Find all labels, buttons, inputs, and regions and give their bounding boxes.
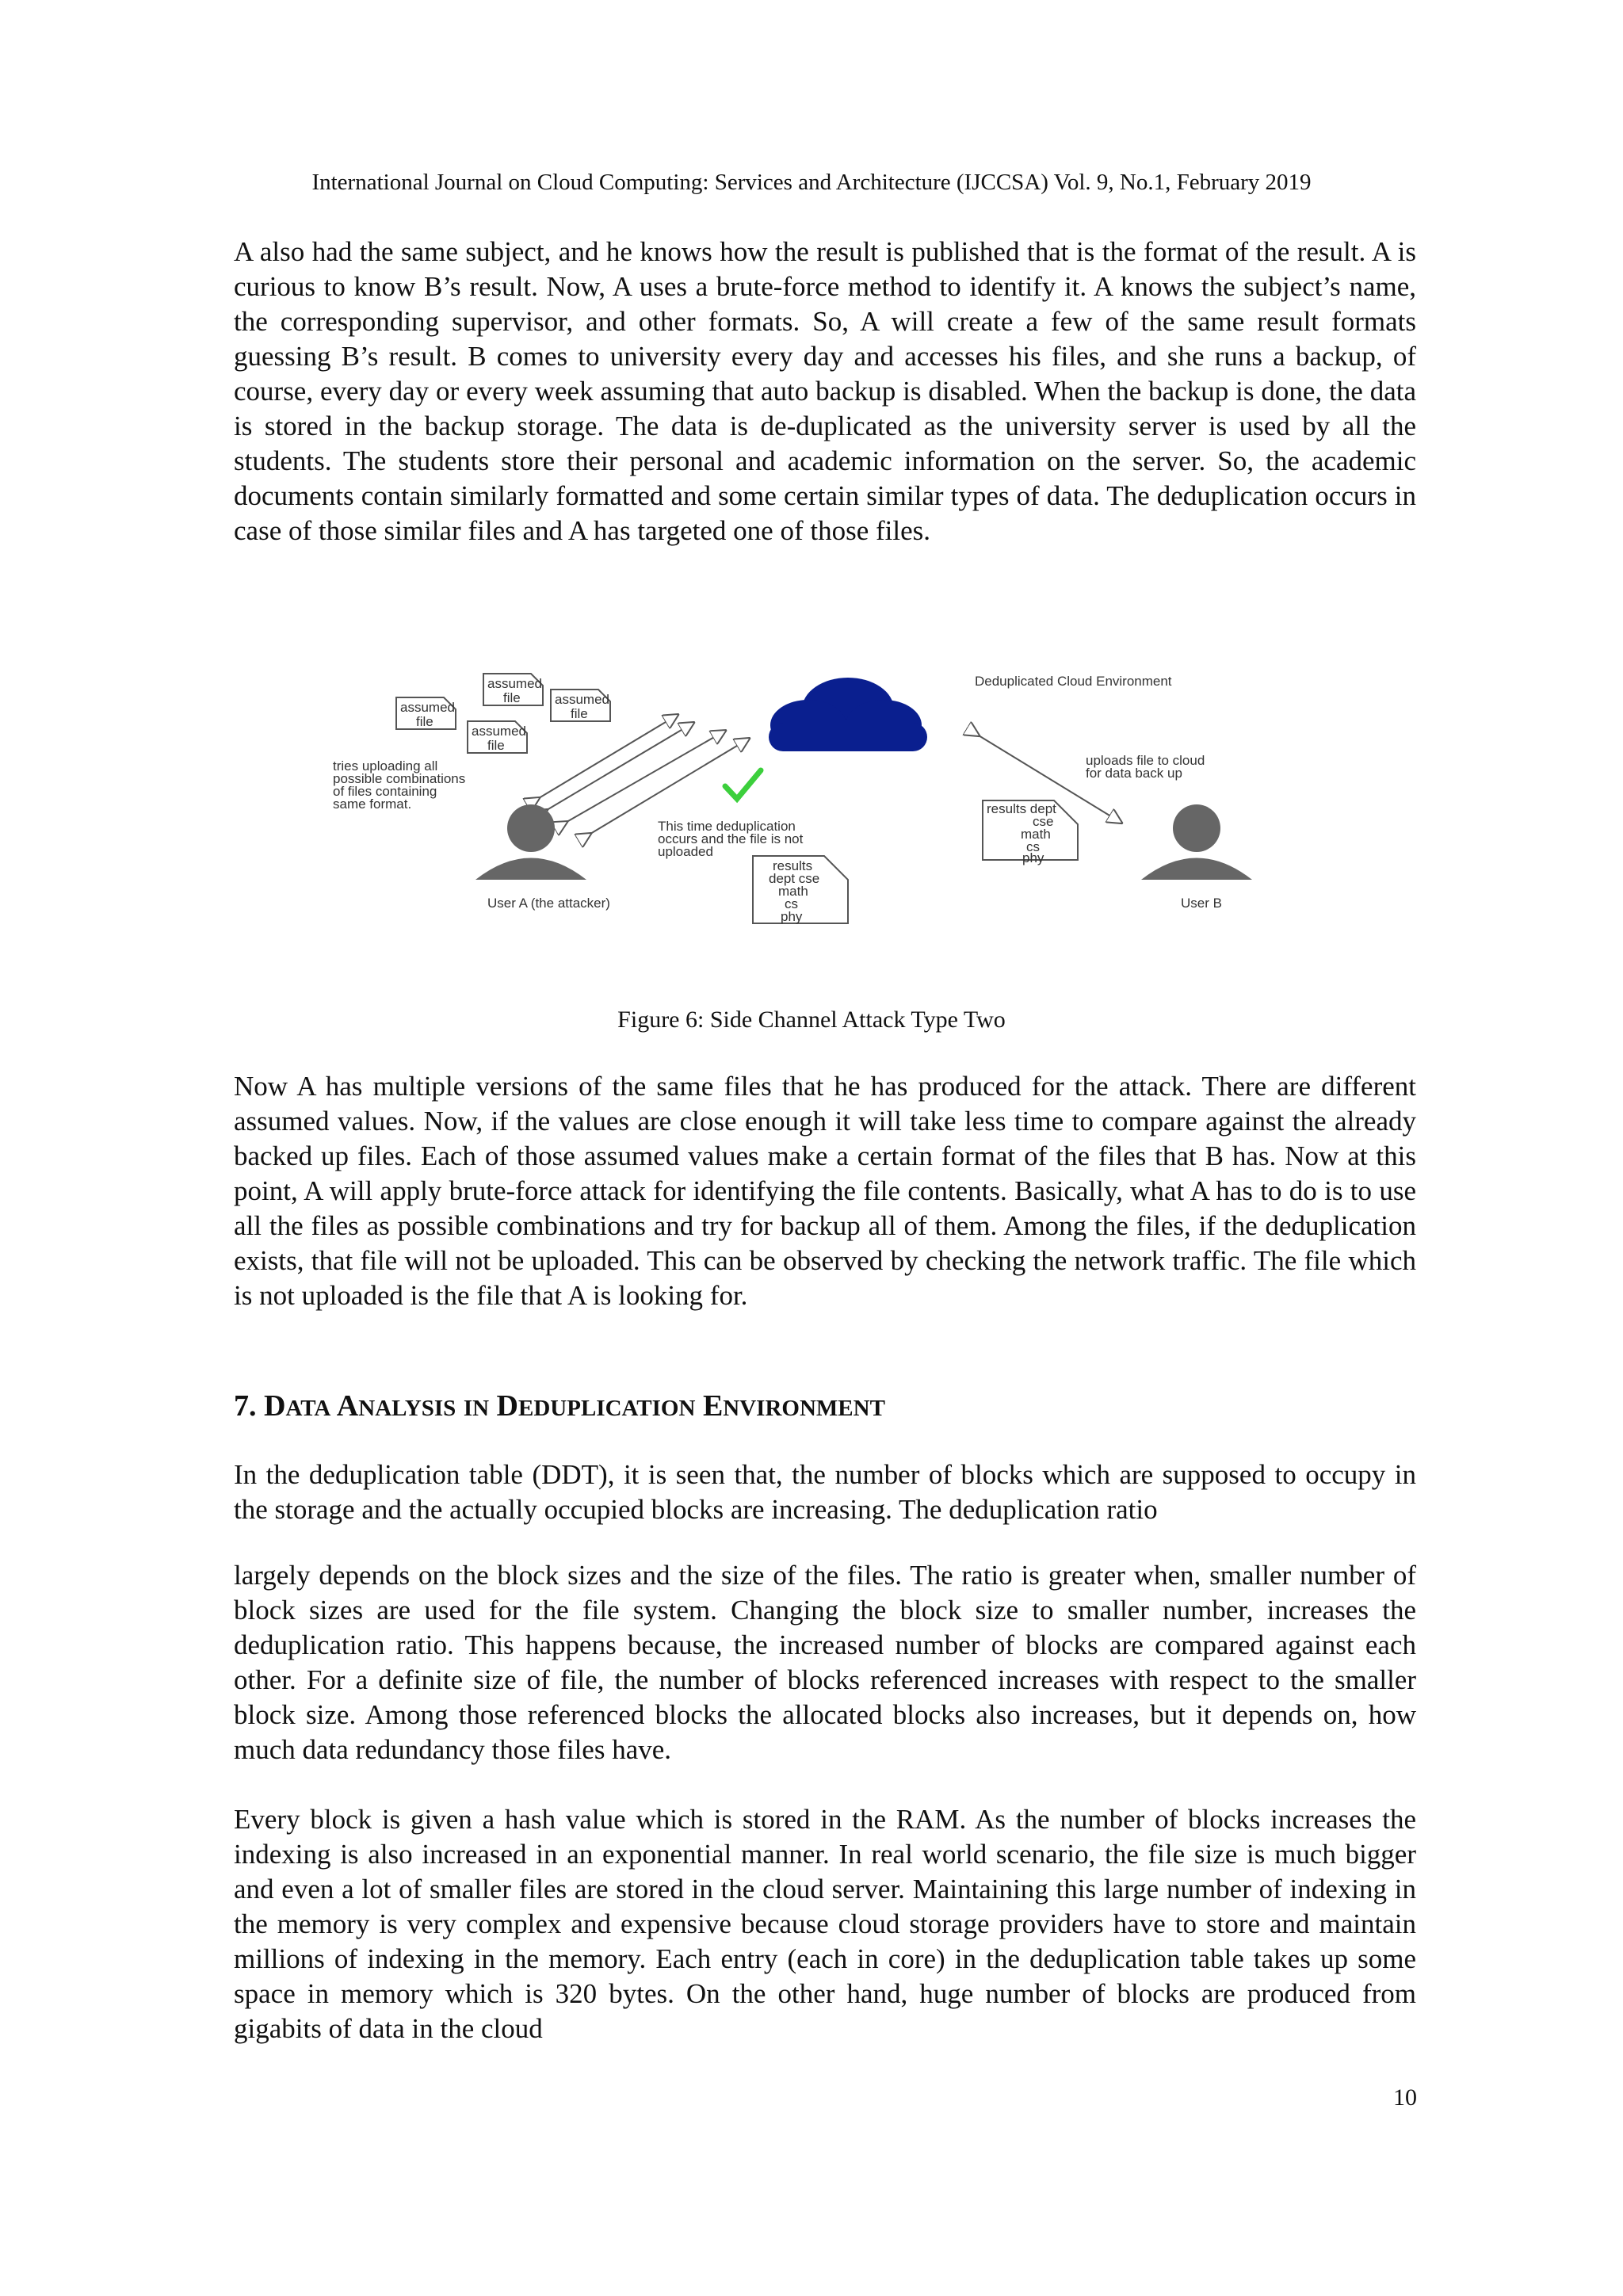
svg-text:phy: phy: [781, 909, 803, 924]
side-channel-attack-diagram: [325, 650, 1284, 935]
svg-text:same format.: same format.: [333, 797, 412, 812]
dedup-note: [658, 819, 804, 859]
svg-text:results dept: results dept: [987, 801, 1056, 816]
svg-text:cse: cse: [1033, 814, 1054, 829]
user-b-label: User B: [1181, 896, 1222, 911]
paragraph-3: In the deduplication table (DDT), it is seen that, the number of blocks which are supposed to occupy in the storage and the actually occupied blocks are increasing. The deduplication ratio: [234, 1459, 1416, 1525]
svg-text:assumed: assumed: [555, 692, 609, 707]
assumed-file-icon: [468, 721, 527, 753]
svg-text:file: file: [487, 738, 505, 753]
cloud-label: Deduplicated Cloud Environment: [975, 674, 1172, 689]
upload-note: [1086, 753, 1205, 781]
svg-text:uploads file to cloud: uploads file to cloud: [1086, 753, 1205, 768]
svg-text:assumed: assumed: [487, 676, 542, 691]
svg-text:results: results: [773, 858, 813, 873]
assumed-file-icon: [396, 697, 456, 729]
svg-text:of files containing: of files containing: [333, 784, 437, 799]
svg-text:tries uploading all: tries uploading all: [333, 758, 438, 774]
result-document-icon: [983, 800, 1078, 865]
assumed-file-icon: [551, 690, 610, 721]
paragraph-5: Every block is given a hash value which is stored in the RAM. As the number of blocks increases the indexing is also increased in an exponential manner. In real world scenario, the file size is much bigger and even a lot of smaller files are stored in the cloud server. Maintaining this large number of indexing in the memory is very complex and expensive because cloud storage providers have to store and maintain millions of indexing in the memory. Each entry (each in core) in the deduplication table takes up some space in memory which is 320 bytes. On the other hand, huge number of blocks are produced from gigabits of data in the cloud: [234, 1804, 1416, 2044]
attacker-note: [333, 758, 465, 812]
running-header: International Journal on Cloud Computing: Services and Architecture (IJCCSA) Vol. 9, No.1, February 2019: [311, 170, 1312, 195]
svg-text:phy: phy: [1022, 850, 1044, 865]
paragraph-2: Now A has multiple versions of the same files that he has produced for the attack. There are different assumed values. Now, if the values are close enough it will take less time to compare against the already backed up files. Each of those assumed values make a certain format of the files that B has. Now at this point, A will apply brute-force attack for identifying the file contents. Basically, what A has to do is to use all the files as possible combinations and try for backup all of them. Among the files, if the deduplication exists, that file will not be uploaded. This can be observed by checking the network traffic. The file which is not uploaded is the file that A is looking for.: [234, 1071, 1416, 1311]
svg-text:occurs and the file is not: occurs and the file is not: [658, 831, 804, 846]
svg-text:possible combinations: possible combinations: [333, 771, 466, 786]
svg-text:math: math: [1021, 827, 1051, 842]
svg-text:uploaded: uploaded: [658, 844, 713, 859]
svg-text:for data back up: for data back up: [1086, 766, 1182, 781]
svg-text:cs: cs: [1026, 839, 1040, 854]
svg-text:This time deduplication: This time deduplication: [658, 819, 796, 834]
svg-text:math: math: [778, 884, 808, 899]
user-a-label: User A (the attacker): [487, 896, 610, 911]
page-number: 10: [1393, 2084, 1417, 2111]
user-b-avatar: [1141, 804, 1252, 880]
paragraph-1: A also had the same subject, and he knows how the result is published that is the format of the result. A is curious to know B’s result. Now, A uses a brute-force method to identify it. A knows the subject’s name, the corresponding supervisor, and other formats. So, A will create a few of the same result formats guessing B’s result. B comes to university every day and accesses his files, and she runs a backup, of course, every day or every week assuming that auto backup is disabled. When the backup is done, the data is stored in the backup storage. The data is de-duplicated as the university server is used by all the students. The students store their personal and academic information on the server. So, the academic documents contain similarly formatted and some certain similar types of data. The deduplication occurs in case of those similar files and A has targeted one of those files.: [234, 236, 1416, 546]
svg-text:file: file: [571, 706, 588, 721]
svg-text:assumed: assumed: [400, 700, 455, 715]
cloud-icon: [769, 678, 927, 751]
user-a-avatar: [475, 804, 586, 880]
svg-text:file: file: [503, 690, 521, 705]
svg-text:assumed: assumed: [472, 724, 526, 739]
result-document-icon: [753, 856, 848, 924]
paragraph-4: largely depends on the block sizes and the size of the files. The ratio is greater when, smaller number of block sizes are used for the file system. Changing the block size to smaller number, increases the deduplication ratio. This happens because, the increased number of blocks are compared against each other. For a definite size of file, the number of blocks referenced increases with respect to the smaller block size. Among those referenced blocks the allocated blocks also increases, but it depends on, how much data redundancy those files have.: [234, 1560, 1416, 1765]
check-icon: [725, 770, 761, 799]
svg-text:file: file: [416, 714, 433, 729]
section-heading: 7. DATA ANALYSIS IN DEDUPLICATION ENVIRONMENT: [234, 1389, 885, 1423]
svg-text:cs: cs: [785, 896, 798, 911]
figure-caption: Figure 6: Side Channel Attack Type Two: [617, 1007, 1006, 1033]
assumed-file-icon: [483, 674, 543, 705]
figure-6: [325, 650, 1284, 935]
svg-text:dept cse: dept cse: [769, 871, 820, 886]
